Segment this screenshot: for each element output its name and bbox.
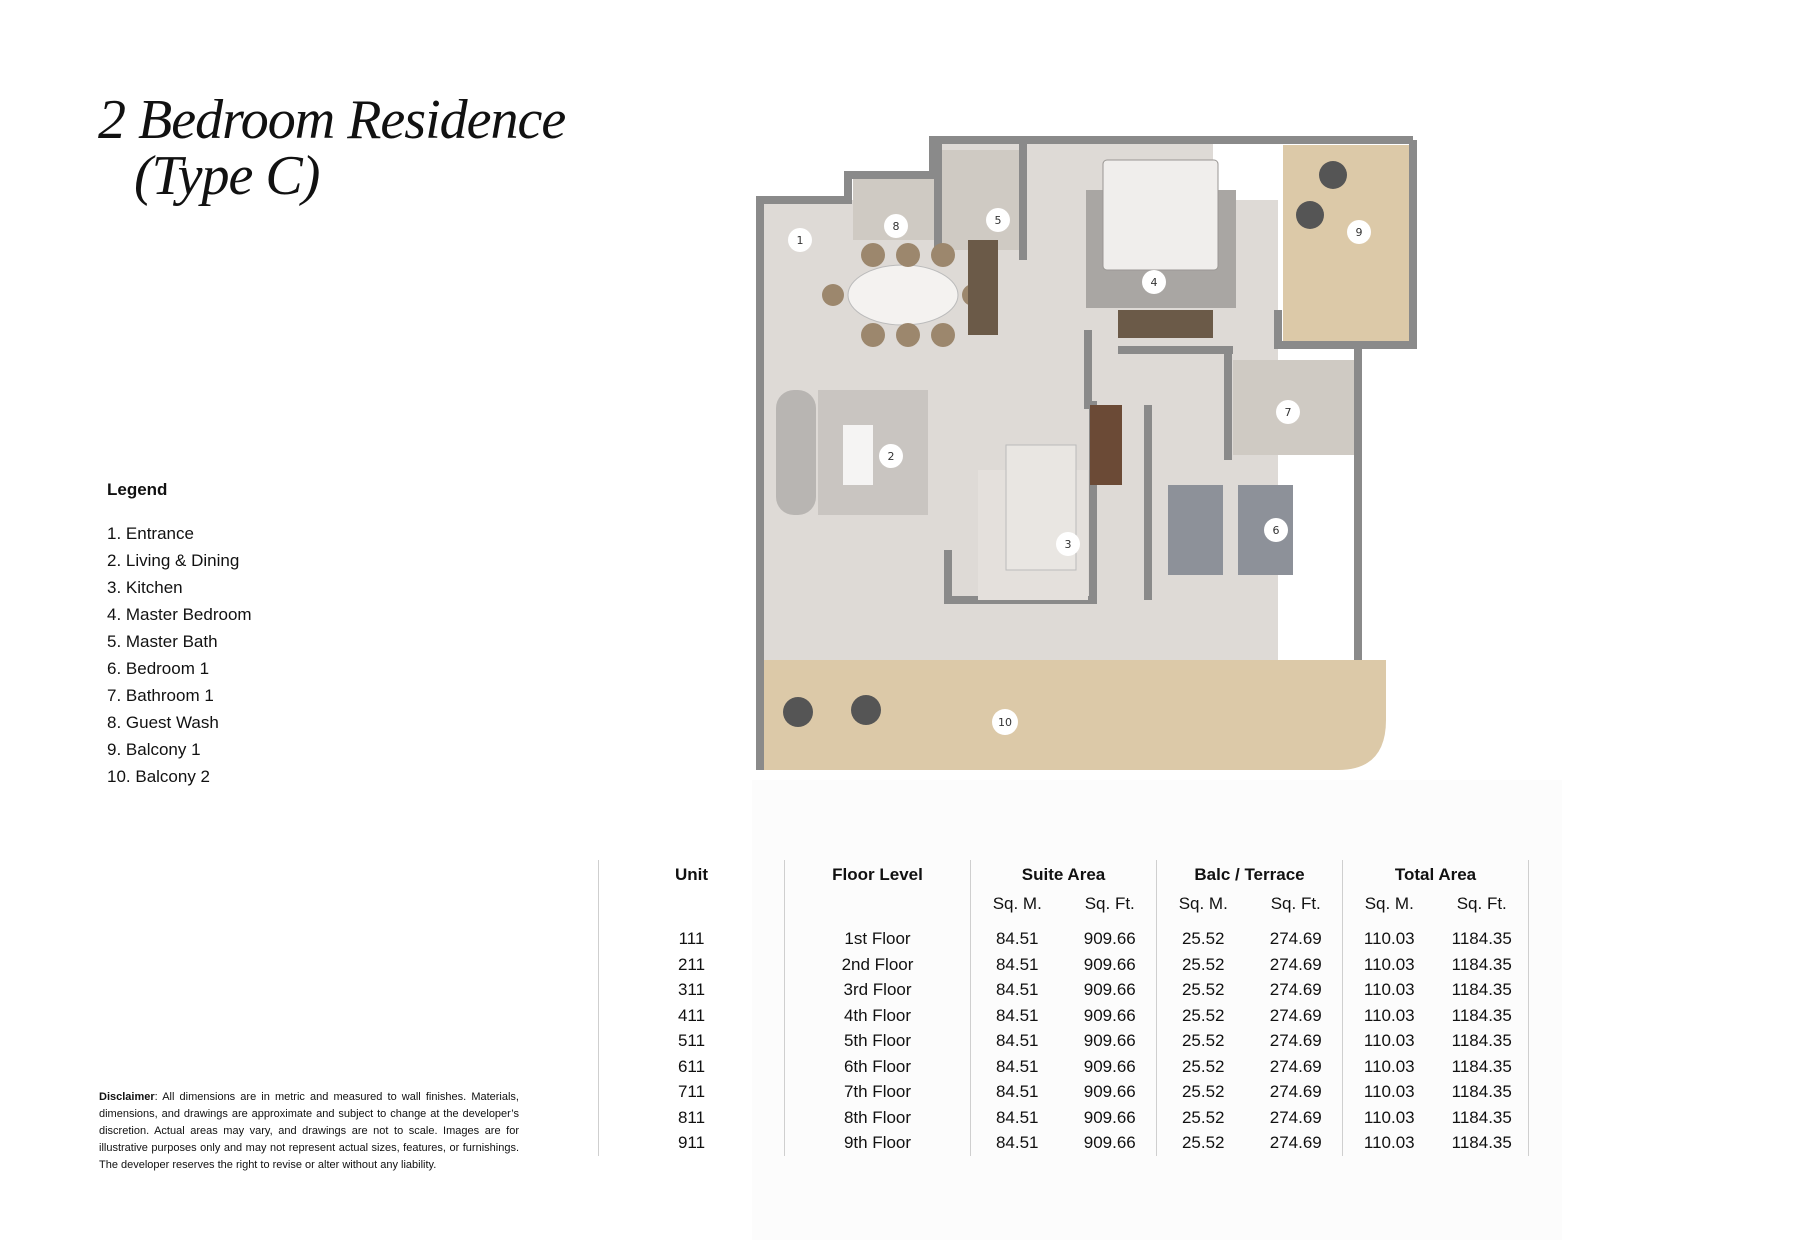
- suite-area-values: [971, 926, 1156, 1156]
- floor-cell: 8th Floor: [843, 1107, 912, 1127]
- suite-sqm-header: Sq. M.: [992, 894, 1042, 913]
- suite-sqft-cell: 909.66: [1083, 980, 1136, 999]
- balc-terrace-column: [1157, 860, 1343, 1156]
- floor-cell: 7th Floor: [843, 1082, 912, 1101]
- total-sqft-cell: 1184.35: [1451, 1133, 1512, 1152]
- floor-header: Floor Level: [832, 865, 923, 884]
- unit-cell: 611: [677, 1056, 706, 1076]
- suite-sqft-cell: 909.66: [1083, 1082, 1136, 1101]
- unit-header: Unit: [674, 865, 709, 884]
- room-label-7: [1276, 400, 1300, 424]
- balc-sqm-cell: 25.52: [1181, 1056, 1225, 1076]
- master-bath-room: [938, 150, 1023, 250]
- floor-cell: 6th Floor: [843, 1056, 912, 1076]
- title-line-2: (Type C): [134, 145, 320, 207]
- total-sqft-cell: 1184.35: [1451, 1005, 1512, 1025]
- suite-sqm-cell: 84.51: [995, 954, 1039, 974]
- legend-item: 8. Guest Wash: [107, 713, 219, 732]
- unit-values: [599, 926, 784, 1156]
- balc-sqft-cell: 274.69: [1269, 929, 1322, 948]
- unit-cell: 411: [677, 1005, 706, 1025]
- unit-cell: 211: [677, 954, 706, 974]
- suite-sqft-cell: 909.66: [1083, 1133, 1136, 1152]
- floor-cell: 5th Floor: [843, 1031, 912, 1050]
- legend-item: 9. Balcony 1: [107, 740, 201, 759]
- total-sqft-cell: 1184.35: [1451, 1031, 1512, 1050]
- total-sqm-cell: 110.03: [1363, 980, 1415, 999]
- total-sqm-cell: 110.03: [1363, 954, 1415, 974]
- suite-sqm-cell: 84.51: [995, 929, 1039, 948]
- unit-cell: 111: [678, 929, 705, 948]
- suite-area-header: Suite Area: [1021, 865, 1106, 884]
- room-label-6-text: 6: [1272, 524, 1280, 537]
- unit-cell: 311: [677, 980, 706, 999]
- balc-terrace-header: Balc / Terrace: [1194, 865, 1305, 884]
- total-sqft-cell: 1184.35: [1451, 1107, 1512, 1127]
- dining-table: [848, 265, 958, 325]
- total-sqm-header: Sq. M.: [1364, 894, 1414, 913]
- room-label-5: [986, 208, 1010, 232]
- balc-sqm-cell: 25.52: [1181, 954, 1225, 974]
- room-label-8-text: 8: [892, 220, 900, 233]
- room-label-9: [1347, 220, 1371, 244]
- balc-sqm-header: Sq. M.: [1178, 894, 1228, 913]
- total-sqft-cell: 1184.35: [1451, 980, 1512, 999]
- room-label-10-text: 10: [998, 716, 1012, 729]
- room-label-3-text: 3: [1064, 538, 1072, 551]
- legend-item: 2. Living & Dining: [107, 551, 240, 570]
- balc-sqft-cell: 274.69: [1269, 1056, 1322, 1076]
- balc-sqm-cell: 25.52: [1181, 1107, 1225, 1127]
- bed-1a: [1168, 485, 1223, 575]
- suite-sqm-cell: 84.51: [995, 980, 1039, 999]
- legend-item: 6. Bedroom 1: [107, 659, 210, 678]
- legend-item: 4. Master Bedroom: [107, 605, 252, 624]
- total-sqm-cell: 110.03: [1363, 1107, 1415, 1127]
- total-sqft-header: Sq. Ft.: [1456, 894, 1507, 913]
- balc-sqm-cell: 25.52: [1181, 980, 1225, 999]
- wardrobe-master: [968, 240, 998, 335]
- room-label-6: [1264, 518, 1288, 542]
- unit-cell: 511: [677, 1031, 706, 1050]
- room-label-4: [1142, 270, 1166, 294]
- suite-sqm-cell: 84.51: [995, 1107, 1039, 1127]
- legend-item: 7. Bathroom 1: [107, 686, 214, 705]
- total-area-header: Total Area: [1394, 865, 1477, 884]
- floor-values: [785, 926, 970, 1156]
- suite-sqm-cell: 84.51: [995, 1031, 1039, 1050]
- total-sqm-cell: 110.03: [1363, 1082, 1415, 1101]
- legend-item: 5. Master Bath: [107, 632, 218, 651]
- balc-sqm-cell: 25.52: [1181, 929, 1225, 948]
- balc-sqft-cell: 274.69: [1269, 954, 1322, 974]
- room-label-10: [992, 709, 1018, 735]
- total-sqm-cell: 110.03: [1363, 1031, 1415, 1050]
- unit-cell: 911: [677, 1133, 706, 1152]
- balc-sqm-cell: 25.52: [1181, 1082, 1225, 1101]
- balc-sqft-cell: 274.69: [1269, 1133, 1322, 1152]
- master-bed: [1103, 160, 1218, 270]
- room-label-7-text: 7: [1284, 406, 1292, 419]
- floor-column: [785, 860, 971, 1156]
- unit-column: [599, 860, 785, 1156]
- suite-sqm-cell: 84.51: [995, 1005, 1039, 1025]
- suite-sqft-header: Sq. Ft.: [1084, 894, 1135, 913]
- suite-sqft-cell: 909.66: [1083, 1107, 1136, 1127]
- unit-area-table: [598, 860, 1529, 1156]
- total-sqft-cell: 1184.35: [1451, 929, 1512, 948]
- room-label-8: [884, 214, 908, 238]
- total-sqm-cell: 110.03: [1363, 1056, 1415, 1076]
- wardrobe-bedroom-1: [1118, 310, 1213, 338]
- suite-sqft-cell: 909.66: [1083, 954, 1136, 974]
- room-label-9-text: 9: [1355, 226, 1363, 239]
- suite-sqft-cell: 909.66: [1083, 1056, 1136, 1076]
- balc-sqft-cell: 274.69: [1269, 980, 1322, 999]
- balc-sqft-cell: 274.69: [1269, 1031, 1322, 1050]
- room-label-1: [788, 228, 812, 252]
- disclaimer-text: : All dimensions are in metric and measured to wall finishes. Materials, dimensions, and drawings are approximate and subject to change at the developer’s discretion. Actual areas may vary, and drawings are not to scale. Images are for illustrative purposes only and may not represent actual sizes, features, or furnishings. The developer reserves the right to revise or alter without any liability.: [99, 1091, 519, 1171]
- balc-sqm-cell: 25.52: [1181, 1005, 1225, 1025]
- total-area-values: [1343, 926, 1528, 1156]
- balc-sqft-header: Sq. Ft.: [1270, 894, 1321, 913]
- room-label-3: [1056, 532, 1080, 556]
- unit-cell: 811: [677, 1107, 706, 1127]
- legend-list: [107, 520, 252, 790]
- suite-area-column: [971, 860, 1157, 1156]
- balc-terrace-values: [1157, 926, 1342, 1156]
- coffee-table: [843, 425, 873, 485]
- balc-sqm-cell: 25.52: [1181, 1031, 1225, 1050]
- total-sqft-cell: 1184.35: [1451, 954, 1512, 974]
- legend-item: 3. Kitchen: [107, 578, 183, 597]
- legend-item: 10. Balcony 2: [107, 767, 211, 786]
- floor-cell: 9th Floor: [843, 1133, 912, 1152]
- floor-plan: [748, 130, 1428, 780]
- floor-cell: 4th Floor: [843, 1005, 912, 1025]
- floor-cell: 1st Floor: [844, 929, 911, 948]
- kitchen-cabinet: [1090, 405, 1122, 485]
- total-sqm-cell: 110.03: [1363, 1005, 1415, 1025]
- floor-cell: 3rd Floor: [843, 980, 912, 999]
- disclaimer-label: Disclaimer: [99, 1091, 155, 1103]
- room-label-5-text: 5: [994, 214, 1002, 227]
- suite-sqft-cell: 909.66: [1083, 929, 1136, 948]
- page-title: [98, 89, 566, 207]
- suite-sqm-cell: 84.51: [995, 1133, 1039, 1152]
- room-label-1-text: 1: [796, 234, 804, 247]
- floor-cell: 2nd Floor: [841, 954, 914, 974]
- total-area-column: [1343, 860, 1529, 1156]
- balc-sqft-cell: 274.69: [1269, 1005, 1322, 1025]
- room-label-2: [879, 444, 903, 468]
- disclaimer: [99, 1089, 519, 1174]
- total-sqm-cell: 110.03: [1363, 929, 1415, 948]
- sofa: [776, 390, 816, 515]
- suite-sqft-cell: 909.66: [1083, 1031, 1136, 1050]
- suite-sqm-cell: 84.51: [995, 1056, 1039, 1076]
- balcony-1-deck: [1283, 145, 1415, 345]
- room-label-2-text: 2: [887, 450, 895, 463]
- title-line-1: 2 Bedroom Residence: [98, 89, 566, 151]
- total-sqft-cell: 1184.35: [1451, 1056, 1512, 1076]
- suite-sqm-cell: 84.51: [995, 1082, 1039, 1101]
- suite-sqft-cell: 909.66: [1083, 1005, 1136, 1025]
- total-sqft-cell: 1184.35: [1451, 1082, 1512, 1101]
- room-label-4-text: 4: [1150, 276, 1158, 289]
- legend-heading: Legend: [107, 480, 168, 499]
- balc-sqft-cell: 274.69: [1269, 1107, 1322, 1127]
- unit-cell: 711: [677, 1082, 706, 1101]
- balc-sqft-cell: 274.69: [1269, 1082, 1322, 1101]
- legend-item: 1. Entrance: [107, 524, 194, 543]
- legend: [107, 480, 252, 790]
- balc-sqm-cell: 25.52: [1181, 1133, 1225, 1152]
- total-sqm-cell: 110.03: [1363, 1133, 1415, 1152]
